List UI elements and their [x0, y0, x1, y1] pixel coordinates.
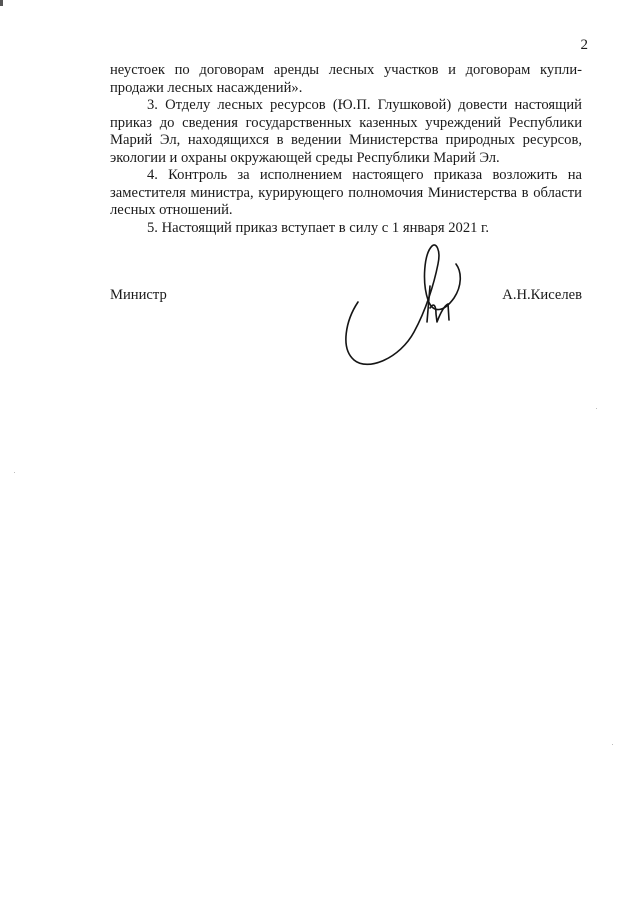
paragraph-item-4: 4. Контроль за исполнением настоящего приказа возложить на заместителя министра, курирующего полномочия Министерства в области лесных отношений.: [110, 167, 582, 218]
scan-speck: [14, 472, 15, 473]
signatory-title: Министр: [110, 287, 167, 303]
paragraph-item-3: 3. Отделу лесных ресурсов (Ю.П. Глушковой) довести настоящий приказ до сведения государственных казенных учреждений Республики Марий Эл, находящихся в ведении Министерства природных ресурсов, экологии и охраны окружающей среды Республики Марий Эл.: [110, 97, 582, 166]
paragraph-item-5: 5. Настоящий приказ вступает в силу с 1 января 2021 г.: [147, 219, 490, 236]
scan-corner-mark: [0, 0, 3, 6]
document-body: [110, 62, 582, 237]
handwritten-signature: [338, 240, 468, 375]
page-number: 2: [580, 37, 588, 53]
signatory-name: А.Н.Киселев: [502, 287, 582, 303]
paragraph-continuation: неустоек по договорам аренды лесных участков и договорам купли-продажи лесных насаждений».: [110, 62, 582, 96]
scan-speck: [612, 744, 613, 745]
scan-speck: [596, 408, 597, 409]
